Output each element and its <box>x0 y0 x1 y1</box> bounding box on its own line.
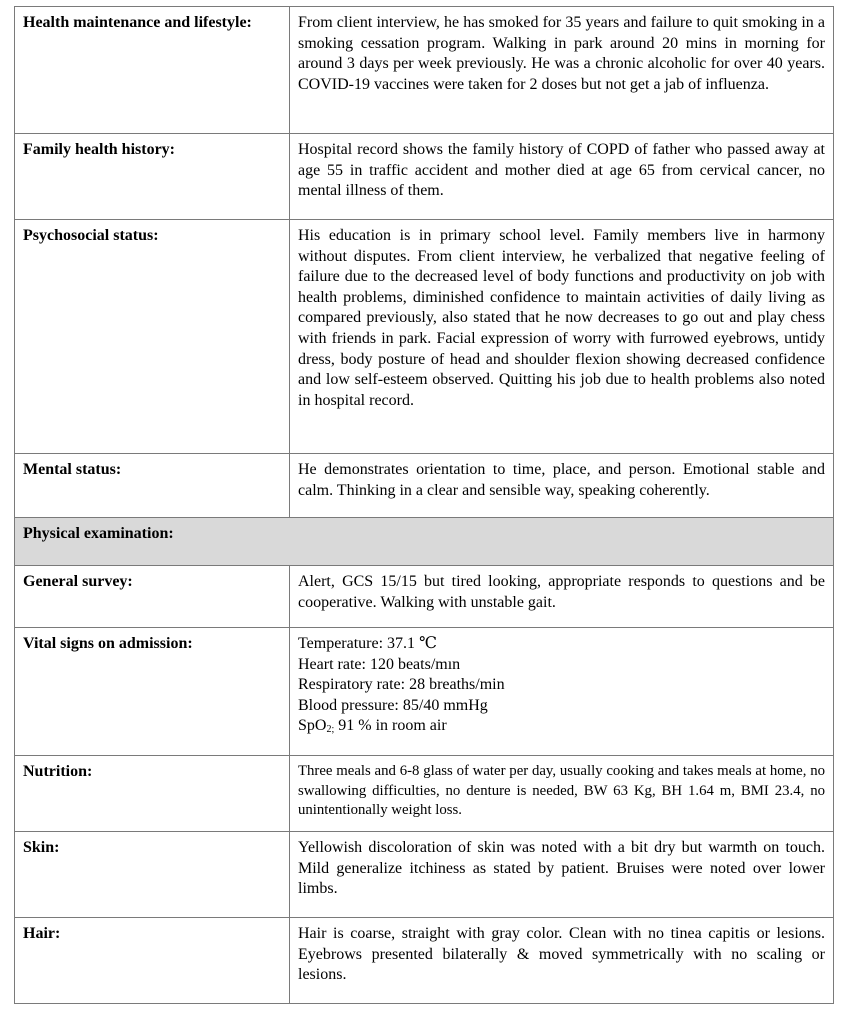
row-label-skin: Skin: <box>15 832 290 918</box>
table-row <box>15 7 834 134</box>
table-row <box>15 220 834 454</box>
row-label-mental-status: Mental status: <box>15 454 290 518</box>
vital-heart-rate: Heart rate: 120 beats/mın <box>298 655 461 673</box>
row-label-psychosocial: Psychosocial status: <box>15 220 290 454</box>
row-content-family-history: Hospital record shows the family history of COPD of father who passed away at age 55 in traffic accident and mother died at age 65 from cervical cancer, no mental illness of them. <box>290 134 834 220</box>
assessment-table <box>14 6 834 1004</box>
vital-spo2 <box>298 716 825 741</box>
vital-temperature: Temperature: 37.1 ℃ <box>298 635 437 652</box>
row-content-mental-status: He demonstrates orientation to time, place, and person. Emotional stable and calm. Thinking in a clear and sensible way, speaking coherently. <box>290 454 834 518</box>
spo2-value: 91 % in room air <box>334 717 447 735</box>
table-row <box>15 918 834 1004</box>
row-label-hair: Hair: <box>15 918 290 1004</box>
section-header-row <box>15 518 834 566</box>
row-content-hair: Hair is coarse, straight with gray color. Clean with no tinea capitis or lesions. Eyebrows presented bilaterally & moved symmetrically with no scaling or lesions. <box>290 918 834 1004</box>
table-row <box>15 454 834 518</box>
row-content-psychosocial: His education is in primary school level. Family members live in harmony without disputes. From client interview, he verbalized that negative feeling of failure due to the decreased level of body functions and productivity on job with health problems, diminished confidence to maintain activities of daily living as compared previously, also stated that he now decreases to go out and play chess with friends in park. Facial expression of worry with furrowed eyebrows, untidy dress, body posture of head and shoulder flexion showing decreased confidence and low self-esteem observed. Quitting his job due to health problems also noted in hospital record. <box>290 220 834 454</box>
row-label-general-survey: General survey: <box>15 566 290 628</box>
table-row <box>15 566 834 628</box>
vital-signs-list <box>290 628 834 756</box>
table-row <box>15 832 834 918</box>
vital-respiratory-rate: Respiratory rate: 28 breaths/min <box>298 676 505 694</box>
row-content-nutrition: Three meals and 6-8 glass of water per day, usually cooking and takes meals at home, no swallowing difficulties, no denture is needed, BW 63 Kg, BH 1.64 m, BMI 23.4, no unintentionally weight loss. <box>290 756 834 832</box>
table-row <box>15 134 834 220</box>
row-label-health-maintenance: Health maintenance and lifestyle: <box>15 7 290 134</box>
row-label-nutrition: Nutrition: <box>15 756 290 832</box>
row-content-general-survey: Alert, GCS 15/15 but tired looking, appropriate responds to questions and be cooperative. Walking with unstable gait. <box>290 566 834 628</box>
row-label-vital-signs: Vital signs on admission: <box>15 628 290 756</box>
row-label-family-history: Family health history: <box>15 134 290 220</box>
vital-blood-pressure: Blood pressure: 85/40 mmHg <box>298 696 488 714</box>
spo2-subscript: 2; <box>326 724 335 736</box>
row-content-health-maintenance: From client interview, he has smoked for 35 years and failure to quit smoking in a smoking cessation program. Walking in park around 20 mins in morning for around 3 days per week previously. He was a chronic alcoholic for over 40 years. COVID-19 vaccines were taken for 2 doses but not get a jab of influenza. <box>290 7 834 134</box>
row-content-skin: Yellowish discoloration of skin was noted with a bit dry but warmth on touch. Mild generalize itchiness as stated by patient. Bruises were noted over lower limbs. <box>290 832 834 918</box>
table-row <box>15 756 834 832</box>
section-header: Physical examination: <box>15 518 834 566</box>
spo2-prefix: SpO <box>298 717 327 735</box>
table-row <box>15 628 834 756</box>
